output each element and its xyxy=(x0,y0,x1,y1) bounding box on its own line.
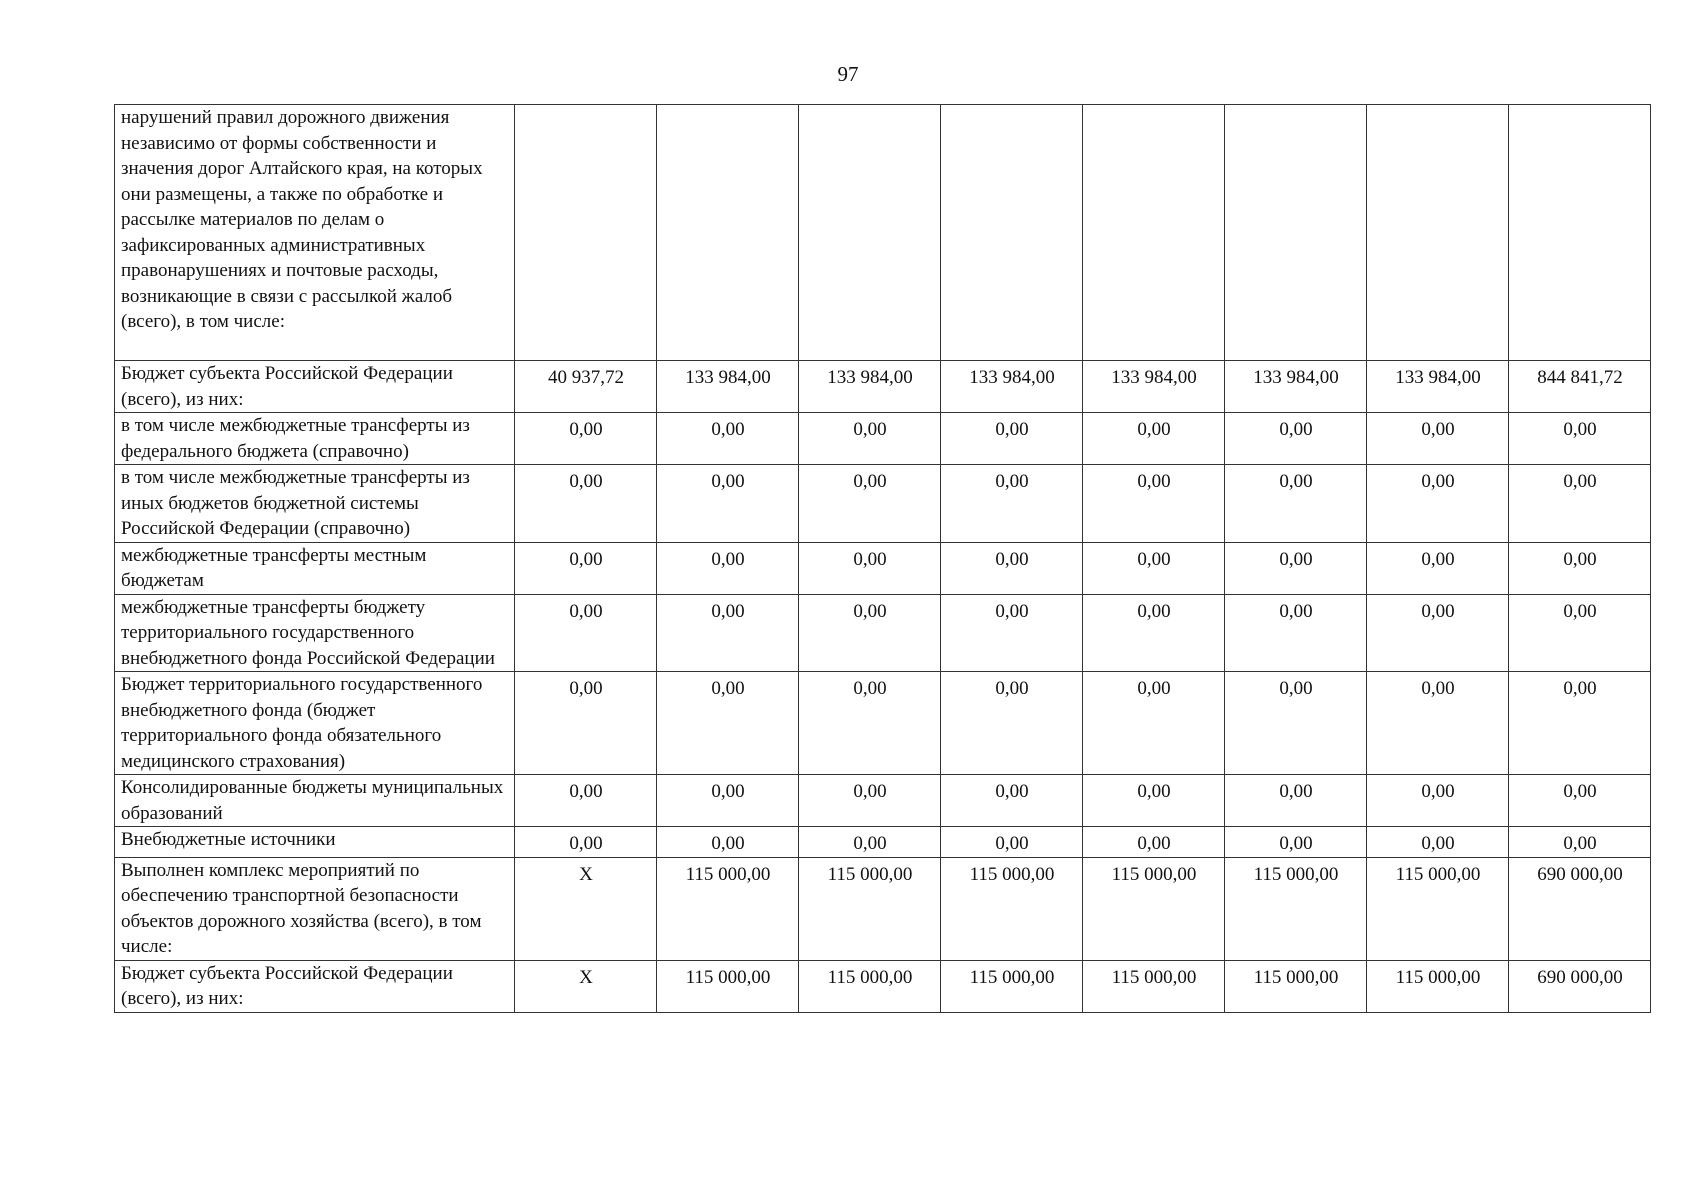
value-cell: 0,00 xyxy=(799,542,941,594)
value-cell: 0,00 xyxy=(799,413,941,465)
value-cell: 0,00 xyxy=(1509,827,1651,858)
table-row xyxy=(115,465,1651,543)
value-cell: 40 937,72 xyxy=(515,361,657,413)
value-cell: 0,00 xyxy=(657,827,799,858)
table-row xyxy=(115,775,1651,827)
table-row xyxy=(115,857,1651,960)
value-cell: 133 984,00 xyxy=(1225,361,1367,413)
value-cell: 0,00 xyxy=(515,672,657,775)
row-label: межбюджетные трансферты местным бюджетам xyxy=(115,542,515,594)
value-cell: 0,00 xyxy=(799,672,941,775)
value-cell: 690 000,00 xyxy=(1509,857,1651,960)
value-cell xyxy=(1225,105,1367,361)
value-cell: 133 984,00 xyxy=(1083,361,1225,413)
row-label: Внебюджетные источники xyxy=(115,827,515,858)
value-cell xyxy=(1367,105,1509,361)
value-cell xyxy=(657,105,799,361)
value-cell: 0,00 xyxy=(1509,465,1651,543)
value-cell: 0,00 xyxy=(657,594,799,672)
value-cell: 0,00 xyxy=(1367,413,1509,465)
value-cell: 0,00 xyxy=(1509,594,1651,672)
value-cell xyxy=(1509,105,1651,361)
value-cell: 0,00 xyxy=(799,465,941,543)
value-cell: 0,00 xyxy=(1367,775,1509,827)
value-cell: 115 000,00 xyxy=(1225,857,1367,960)
row-label: в том числе межбюджетные трансферты из иных бюджетов бюджетной системы Российской Федерации (справочно) xyxy=(115,465,515,543)
value-cell: 0,00 xyxy=(515,542,657,594)
value-cell: X xyxy=(515,960,657,1012)
value-cell: X xyxy=(515,857,657,960)
table-row xyxy=(115,827,1651,858)
row-label: Консолидированные бюджеты муниципальных образований xyxy=(115,775,515,827)
value-cell: 0,00 xyxy=(1225,542,1367,594)
value-cell: 0,00 xyxy=(1509,413,1651,465)
value-cell: 0,00 xyxy=(1225,594,1367,672)
value-cell xyxy=(941,105,1083,361)
value-cell: 0,00 xyxy=(1367,542,1509,594)
value-cell: 0,00 xyxy=(1083,594,1225,672)
value-cell: 0,00 xyxy=(1509,542,1651,594)
value-cell: 0,00 xyxy=(1083,672,1225,775)
value-cell: 0,00 xyxy=(657,775,799,827)
page-number: 97 xyxy=(837,62,859,86)
value-cell: 115 000,00 xyxy=(941,857,1083,960)
value-cell: 115 000,00 xyxy=(799,960,941,1012)
table-row xyxy=(115,672,1651,775)
value-cell: 0,00 xyxy=(1509,672,1651,775)
value-cell: 0,00 xyxy=(515,413,657,465)
table-row xyxy=(115,105,1651,361)
value-cell: 115 000,00 xyxy=(1367,960,1509,1012)
row-label: Бюджет субъекта Российской Федерации (всего), из них: xyxy=(115,361,515,413)
row-label: межбюджетные трансферты бюджету территориального государственного внебюджетного фонда Российской Федерации xyxy=(115,594,515,672)
value-cell xyxy=(1083,105,1225,361)
value-cell: 0,00 xyxy=(1367,465,1509,543)
table-row xyxy=(115,413,1651,465)
row-label: Бюджет субъекта Российской Федерации (всего), из них: xyxy=(115,960,515,1012)
value-cell: 0,00 xyxy=(1083,542,1225,594)
value-cell: 0,00 xyxy=(799,827,941,858)
value-cell: 115 000,00 xyxy=(657,857,799,960)
value-cell: 0,00 xyxy=(1225,827,1367,858)
value-cell: 0,00 xyxy=(941,413,1083,465)
table-row xyxy=(115,960,1651,1012)
value-cell: 0,00 xyxy=(1083,465,1225,543)
value-cell: 115 000,00 xyxy=(1083,960,1225,1012)
value-cell xyxy=(515,105,657,361)
value-cell: 0,00 xyxy=(941,465,1083,543)
table-row xyxy=(115,542,1651,594)
row-label: в том числе межбюджетные трансферты из федерального бюджета (справочно) xyxy=(115,413,515,465)
value-cell: 844 841,72 xyxy=(1509,361,1651,413)
value-cell: 115 000,00 xyxy=(1367,857,1509,960)
value-cell: 0,00 xyxy=(1367,827,1509,858)
value-cell: 115 000,00 xyxy=(1083,857,1225,960)
table-row xyxy=(115,361,1651,413)
value-cell: 115 000,00 xyxy=(1225,960,1367,1012)
value-cell: 133 984,00 xyxy=(1367,361,1509,413)
row-label: Бюджет территориального государственного внебюджетного фонда (бюджет территориального фонда обязательного медицинского страхования) xyxy=(115,672,515,775)
value-cell: 0,00 xyxy=(1225,465,1367,543)
value-cell: 133 984,00 xyxy=(799,361,941,413)
value-cell: 0,00 xyxy=(941,542,1083,594)
value-cell: 0,00 xyxy=(1225,672,1367,775)
value-cell: 0,00 xyxy=(1225,775,1367,827)
value-cell: 0,00 xyxy=(657,465,799,543)
value-cell: 0,00 xyxy=(1083,775,1225,827)
value-cell: 0,00 xyxy=(1367,672,1509,775)
value-cell: 690 000,00 xyxy=(1509,960,1651,1012)
table-row xyxy=(115,594,1651,672)
value-cell: 133 984,00 xyxy=(941,361,1083,413)
value-cell: 0,00 xyxy=(515,827,657,858)
row-label: Выполнен комплекс мероприятий по обеспечению транспортной безопасности объектов дорожного хозяйства (всего), в том числе: xyxy=(115,857,515,960)
value-cell: 0,00 xyxy=(515,775,657,827)
value-cell: 0,00 xyxy=(1225,413,1367,465)
value-cell: 115 000,00 xyxy=(657,960,799,1012)
value-cell: 0,00 xyxy=(1367,594,1509,672)
value-cell: 0,00 xyxy=(799,594,941,672)
value-cell: 0,00 xyxy=(1083,827,1225,858)
value-cell: 0,00 xyxy=(657,413,799,465)
value-cell: 0,00 xyxy=(515,465,657,543)
value-cell: 0,00 xyxy=(1083,413,1225,465)
value-cell: 0,00 xyxy=(941,594,1083,672)
value-cell: 0,00 xyxy=(1509,775,1651,827)
value-cell: 0,00 xyxy=(799,775,941,827)
value-cell xyxy=(799,105,941,361)
budget-table xyxy=(114,104,1651,1013)
value-cell: 0,00 xyxy=(941,775,1083,827)
value-cell: 133 984,00 xyxy=(657,361,799,413)
value-cell: 0,00 xyxy=(941,672,1083,775)
row-label: нарушений правил дорожного движения независимо от формы собственности и значения дорог Алтайского края, на которых они размещены, а также по обработке и рассылке материалов по делам о зафиксированных административных правонарушениях и почтовые расходы, возникающие в связи с рассылкой жалоб (всего), в том числе: xyxy=(115,105,515,361)
value-cell: 115 000,00 xyxy=(941,960,1083,1012)
value-cell: 115 000,00 xyxy=(799,857,941,960)
value-cell: 0,00 xyxy=(515,594,657,672)
value-cell: 0,00 xyxy=(657,672,799,775)
value-cell: 0,00 xyxy=(941,827,1083,858)
value-cell: 0,00 xyxy=(657,542,799,594)
